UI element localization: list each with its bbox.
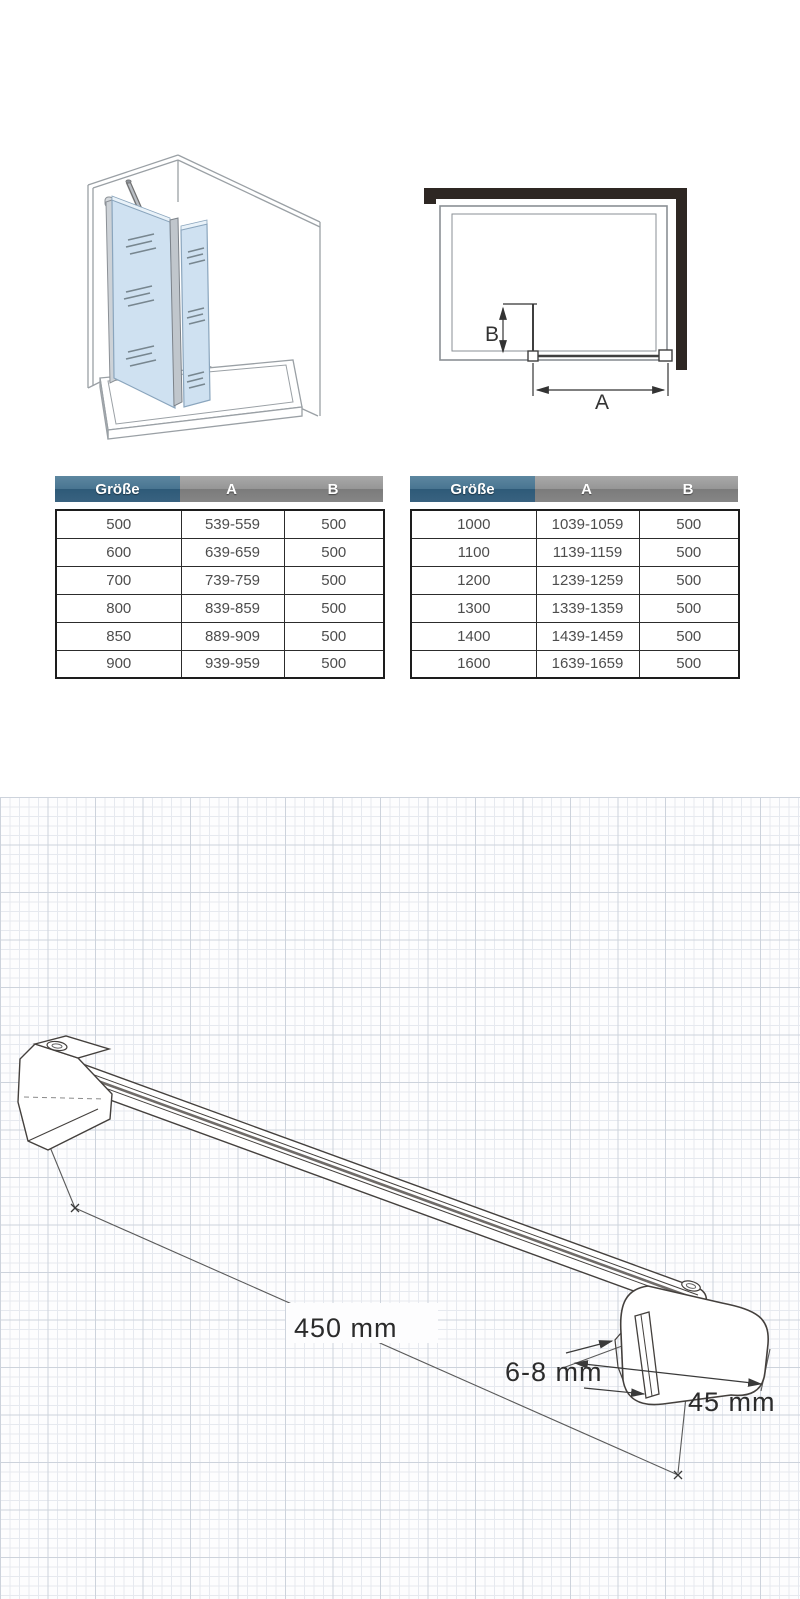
cell-size: 500 bbox=[56, 510, 181, 538]
header-groesse: Größe bbox=[55, 476, 180, 502]
table-row bbox=[56, 650, 384, 678]
isometric-shower-diagram bbox=[50, 140, 400, 460]
table-row bbox=[56, 510, 384, 538]
cell-b: 500 bbox=[284, 510, 384, 538]
cell-size: 600 bbox=[56, 538, 181, 566]
cell-a: 839-859 bbox=[181, 594, 284, 622]
cell-size: 1600 bbox=[411, 650, 536, 678]
cell-a: 1139-1159 bbox=[536, 538, 639, 566]
size-table-large-body bbox=[410, 509, 740, 679]
plan-tray bbox=[440, 206, 667, 360]
cell-b: 500 bbox=[284, 594, 384, 622]
plan-view-diagram bbox=[410, 160, 710, 420]
header-a: A bbox=[180, 476, 283, 502]
cell-a: 639-659 bbox=[181, 538, 284, 566]
plan-walls bbox=[424, 188, 687, 370]
table-row bbox=[56, 566, 384, 594]
table-row bbox=[56, 594, 384, 622]
header-b: B bbox=[638, 476, 738, 502]
stabilizer-bar-drawing bbox=[0, 797, 800, 1599]
header-a: A bbox=[535, 476, 638, 502]
plan-glass bbox=[528, 304, 672, 361]
plan-width-label: A bbox=[595, 391, 610, 414]
cell-size: 1300 bbox=[411, 594, 536, 622]
glass-panel-side bbox=[181, 220, 210, 407]
cell-a: 1439-1459 bbox=[536, 622, 639, 650]
cell-a: 539-559 bbox=[181, 510, 284, 538]
size-table-small bbox=[55, 476, 383, 679]
glass-thickness-label: 6-8 mm bbox=[505, 1357, 603, 1387]
cell-size: 800 bbox=[56, 594, 181, 622]
plan-depth-label: B bbox=[485, 323, 500, 346]
table-row bbox=[411, 622, 739, 650]
glass-panel-main-pane bbox=[112, 200, 175, 408]
cell-a: 889-909 bbox=[181, 622, 284, 650]
cell-size: 1100 bbox=[411, 538, 536, 566]
bar-length-label: 450 mm bbox=[294, 1313, 398, 1343]
cell-a: 1639-1659 bbox=[536, 650, 639, 678]
wall-bracket bbox=[18, 1036, 112, 1150]
plan-dimension-b bbox=[503, 304, 537, 352]
cell-b: 500 bbox=[639, 650, 739, 678]
table-row bbox=[411, 650, 739, 678]
size-table-large bbox=[410, 476, 738, 679]
cell-a: 1039-1059 bbox=[536, 510, 639, 538]
cell-size: 1200 bbox=[411, 566, 536, 594]
table-row bbox=[411, 538, 739, 566]
cell-a: 1339-1359 bbox=[536, 594, 639, 622]
cell-size: 1000 bbox=[411, 510, 536, 538]
header-b: B bbox=[283, 476, 383, 502]
cell-b: 500 bbox=[639, 538, 739, 566]
table-row bbox=[411, 594, 739, 622]
cell-b: 500 bbox=[639, 510, 739, 538]
header-groesse: Größe bbox=[410, 476, 535, 502]
size-table-small-body bbox=[55, 509, 385, 679]
support-bar bbox=[28, 1047, 706, 1313]
graph-paper-section bbox=[0, 797, 800, 1599]
cell-size: 1400 bbox=[411, 622, 536, 650]
table-row bbox=[56, 538, 384, 566]
cell-b: 500 bbox=[284, 566, 384, 594]
size-table-small-header bbox=[55, 476, 383, 502]
size-table-large-header bbox=[410, 476, 738, 502]
cell-a: 939-959 bbox=[181, 650, 284, 678]
cell-a: 1239-1259 bbox=[536, 566, 639, 594]
cell-a: 739-759 bbox=[181, 566, 284, 594]
cell-size: 700 bbox=[56, 566, 181, 594]
cell-b: 500 bbox=[639, 566, 739, 594]
cell-size: 850 bbox=[56, 622, 181, 650]
cell-size: 900 bbox=[56, 650, 181, 678]
table-row bbox=[411, 510, 739, 538]
cell-b: 500 bbox=[284, 538, 384, 566]
cell-b: 500 bbox=[284, 650, 384, 678]
profile-width-label: 45 mm bbox=[688, 1387, 776, 1417]
table-row bbox=[411, 566, 739, 594]
dimension-450 bbox=[71, 1204, 682, 1479]
cell-b: 500 bbox=[284, 622, 384, 650]
cell-b: 500 bbox=[639, 594, 739, 622]
table-row bbox=[56, 622, 384, 650]
cell-b: 500 bbox=[639, 622, 739, 650]
